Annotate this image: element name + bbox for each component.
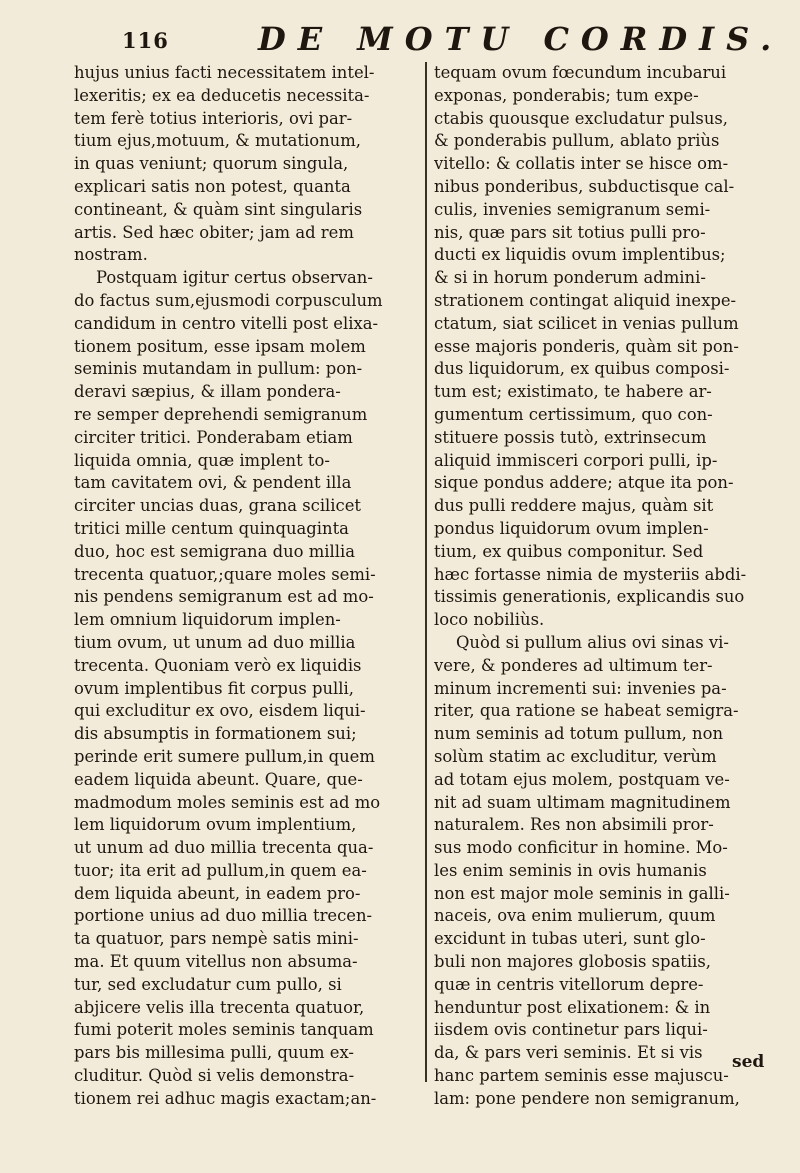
text-line: sique pondus addere; atque ita pon- bbox=[434, 473, 734, 493]
text-line: nostram. bbox=[74, 245, 148, 265]
text-line: naceis, ova enim mulierum, quum bbox=[434, 906, 716, 926]
text-line: stituere possis tutò, extrinsecum bbox=[434, 427, 707, 447]
text-line: nit ad suam ultimam magnitudinem bbox=[434, 792, 731, 812]
text-line: tur, sed excludatur cum pullo, si bbox=[74, 974, 342, 994]
text-line: excidunt in tubas uteri, sunt glo- bbox=[434, 929, 706, 949]
text-line: ad totam ejus molem, postquam ve- bbox=[434, 769, 730, 789]
text-line: culis, invenies semigranum semi- bbox=[434, 199, 711, 219]
text-line: exponas, ponderabis; tum expe- bbox=[434, 85, 699, 105]
text-line: dus pulli reddere majus, quàm sit bbox=[434, 496, 714, 516]
running-title: DE MOTU CORDIS. bbox=[258, 20, 784, 58]
text-line: madmodum moles seminis est ad mo bbox=[74, 792, 381, 812]
text-line: trecenta. Quoniam verò ex liquidis bbox=[74, 655, 362, 675]
text-line: seminis mutandam in pullum: pon- bbox=[74, 359, 363, 379]
text-line: gumentum certissimum, quo con- bbox=[434, 404, 713, 424]
text-line: dus liquidorum, ex quibus composi- bbox=[434, 359, 730, 379]
text-line: lem liquidorum ovum implentium, bbox=[74, 815, 357, 835]
page-number: 116 bbox=[122, 28, 169, 53]
text-line: quæ in centris vitellorum depre- bbox=[434, 974, 704, 994]
text-line: tionem rei adhuc magis exactam;an- bbox=[74, 1088, 377, 1108]
text-line: solùm statim ac excluditur, verùm bbox=[434, 746, 717, 766]
text-line: do factus sum,ejusmodi corpusculum bbox=[74, 290, 383, 310]
text-line: explicari satis non potest, quanta bbox=[74, 176, 351, 196]
text-line: strationem contingat aliquid inexpe- bbox=[434, 290, 737, 310]
text-line: circiter uncias duas, grana scilicet bbox=[74, 496, 362, 516]
text-line: lem omnium liquidorum implen- bbox=[74, 610, 341, 630]
text-line: loco nobiliùs. bbox=[434, 610, 545, 630]
text-line: ctatum, siat scilicet in venias pullum bbox=[434, 313, 739, 333]
text-line: tissimis generationis, explicandis suo bbox=[434, 587, 745, 607]
text-line: les enim seminis in ovis humanis bbox=[434, 860, 707, 880]
text-line: hanc partem seminis esse majuscu- bbox=[434, 1066, 729, 1086]
text-line: fumi poterit moles seminis tanquam bbox=[74, 1020, 374, 1040]
text-line: henduntur post elixationem: & in bbox=[434, 997, 711, 1017]
text-line: pondus liquidorum ovum implen- bbox=[434, 518, 709, 538]
text-line: da, & pars veri seminis. Et si vis bbox=[434, 1043, 703, 1063]
text-line: tionem positum, esse ipsam molem bbox=[74, 336, 366, 356]
left-column bbox=[74, 62, 408, 1111]
text-line: ut unum ad duo millia trecenta qua- bbox=[74, 838, 374, 858]
text-line: dem liquida abeunt, in eadem pro- bbox=[74, 883, 361, 903]
text-line: lam: pone pendere non semigranum, bbox=[434, 1088, 740, 1108]
text-line: Quòd si pullum alius ovi sinas vi- bbox=[456, 632, 729, 652]
text-line: ducti ex liquidis ovum implentibus; bbox=[434, 245, 726, 265]
text-line: dis absumptis in formationem sui; bbox=[74, 724, 357, 744]
text-line: tem ferè totius interioris, ovi par- bbox=[74, 108, 353, 128]
text-line: tritici mille centum quinquaginta bbox=[74, 518, 349, 538]
text-line: duo, hoc est semigrana duo millia bbox=[74, 541, 356, 561]
text-line: pars bis millesima pulli, quum ex- bbox=[74, 1043, 354, 1063]
text-line: perinde erit sumere pullum,in quem bbox=[74, 746, 375, 766]
text-line: vere, & ponderes ad ultimum ter- bbox=[434, 655, 713, 675]
text-line: deravi sæpius, & illam pondera- bbox=[74, 382, 341, 402]
text-line: non est major mole seminis in galli- bbox=[434, 883, 730, 903]
text-line: cluditur. Quòd si velis demonstra- bbox=[74, 1066, 355, 1086]
text-line: tuor; ita erit ad pullum,in quem ea- bbox=[74, 860, 367, 880]
text-line: ma. Et quum vitellus non absuma- bbox=[74, 952, 358, 972]
text-line: naturalem. Res non absimili pror- bbox=[434, 815, 714, 835]
catchword: sed bbox=[732, 1052, 765, 1072]
text-line: re semper deprehendi semigranum bbox=[74, 404, 368, 424]
text-line: Postquam igitur certus observan- bbox=[96, 268, 373, 288]
text-line: hujus unius facti necessitatem intel- bbox=[74, 63, 375, 82]
text-line: num seminis ad totum pullum, non bbox=[434, 724, 724, 744]
text-line: buli non majores globosis spatiis, bbox=[434, 952, 711, 972]
text-line: tium ejus,motuum, & mutationum, bbox=[74, 131, 361, 151]
text-line: tequam ovum fœcundum incubarui bbox=[434, 63, 727, 82]
text-line: trecenta quatuor,;quare moles semi- bbox=[74, 564, 376, 584]
text-line: iisdem ovis continetur pars liqui- bbox=[434, 1020, 708, 1040]
page-header bbox=[0, 0, 800, 62]
text-line: nis pendens semigranum est ad mo- bbox=[74, 587, 374, 607]
text-line: riter, qua ratione se habeat semigra- bbox=[434, 701, 739, 721]
text-line: vitello: & collatis inter se hisce om- bbox=[434, 154, 729, 174]
text-line: hæc fortasse nimia de mysteriis abdi- bbox=[434, 564, 747, 584]
text-line: portione unius ad duo millia trecen- bbox=[74, 906, 373, 926]
text-line: tam cavitatem ovi, & pendent illa bbox=[74, 473, 352, 493]
text-line: contineant, & quàm sint singularis bbox=[74, 199, 363, 219]
text-line: qui excluditur ex ovo, eisdem liqui- bbox=[74, 701, 366, 721]
text-line: tium, ex quibus componitur. Sed bbox=[434, 541, 704, 561]
right-column bbox=[434, 62, 770, 1111]
text-line: aliquid immisceri corpori pulli, ip- bbox=[434, 450, 718, 470]
text-line: & ponderabis pullum, ablato priùs bbox=[434, 131, 720, 151]
text-line: ovum implentibus fit corpus pulli, bbox=[74, 678, 354, 698]
text-line: tium ovum, ut unum ad duo millia bbox=[74, 632, 356, 652]
text-line: circiter tritici. Ponderabam etiam bbox=[74, 427, 353, 447]
text-line: & si in horum ponderum admini- bbox=[434, 268, 706, 288]
text-line: liquida omnia, quæ implent to- bbox=[74, 450, 330, 470]
text-line: minum incrementi sui: invenies pa- bbox=[434, 678, 727, 698]
text-line: lexeritis; ex ea deducetis necessita- bbox=[74, 85, 370, 105]
text-line: in quas veniunt; quorum singula, bbox=[74, 154, 349, 174]
text-line: nis, quæ pars sit totius pulli pro- bbox=[434, 222, 706, 242]
text-line: nibus ponderibus, subductisque cal- bbox=[434, 176, 735, 196]
text-line: ta quatuor, pars nempè satis mini- bbox=[74, 929, 359, 949]
text-line: artis. Sed hæc obiter; jam ad rem bbox=[74, 222, 354, 242]
text-line: abjicere velis illa trecenta quatuor, bbox=[74, 997, 365, 1017]
text-line: candidum in centro vitelli post elixa- bbox=[74, 313, 379, 333]
text-line: esse majoris ponderis, quàm sit pon- bbox=[434, 336, 739, 356]
text-line: tum est; existimato, te habere ar- bbox=[434, 382, 712, 402]
column-divider bbox=[425, 62, 427, 1082]
text-line: eadem liquida abeunt. Quare, que- bbox=[74, 769, 363, 789]
text-line: ctabis quousque excludatur pulsus, bbox=[434, 108, 728, 128]
text-line: sus modo conficitur in homine. Mo- bbox=[434, 838, 728, 858]
